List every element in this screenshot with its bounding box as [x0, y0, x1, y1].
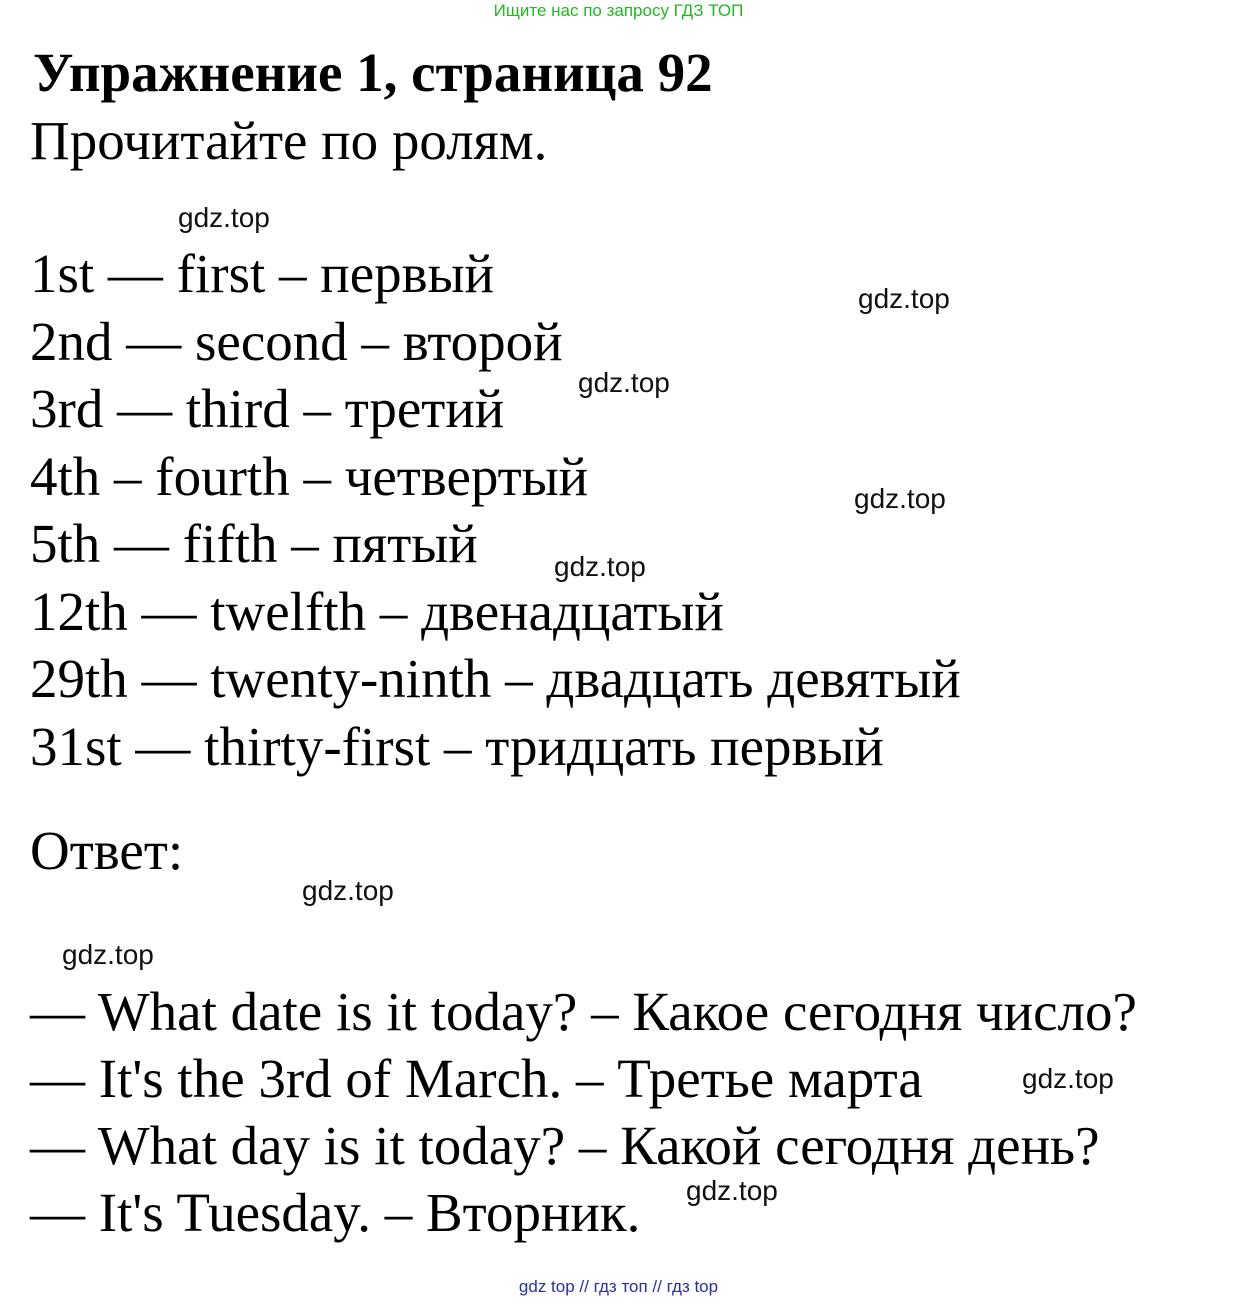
watermark: gdz.top — [578, 367, 670, 398]
dialogue-line: — It's the 3rd of March. – Третье марта — [30, 1048, 923, 1109]
dialogue-line: — What date is it today? – Какое сегодня число? — [30, 981, 1137, 1042]
footer-links: gdz top // гдз топ // гдз top — [518, 1277, 719, 1296]
watermark: gdz.top — [858, 283, 950, 314]
ordinal-line: 3rd — third – третий — [30, 378, 505, 439]
dialogue-list — [30, 978, 1137, 1246]
watermark: gdz.top — [302, 875, 394, 906]
exercise-title: Упражнение 1, страница 92 — [33, 42, 713, 103]
ordinal-line: 1st — first – первый — [30, 243, 494, 304]
ordinals-list — [30, 240, 961, 780]
ordinal-line: 29th — twenty-ninth – двадцать девятый — [30, 648, 961, 709]
watermark: gdz.top — [178, 202, 270, 233]
watermark: gdz.top — [554, 551, 646, 582]
dialogue-line: — What day is it today? – Какой сегодня день? — [30, 1115, 1100, 1176]
exercise-instruction: Прочитайте по ролям. — [30, 110, 548, 171]
dialogue-line: — It's Tuesday. – Вторник. — [30, 1182, 641, 1243]
ordinal-line: 2nd — second – второй — [30, 310, 563, 372]
top-banner: Ищите нас по запросу ГДЗ ТОП — [493, 1, 744, 20]
ordinal-line: 12th — twelfth – двенадцатый — [30, 580, 724, 642]
ordinal-line: 31st — thirty-first – тридцать первый — [30, 715, 884, 777]
watermark: gdz.top — [686, 1175, 778, 1206]
ordinal-line: 4th – fourth – четвертый — [30, 445, 589, 507]
ordinal-line: 5th — fifth – пятый — [30, 513, 478, 574]
watermark: gdz.top — [854, 483, 946, 514]
answer-label: Ответ: — [30, 820, 184, 881]
watermark: gdz.top — [1022, 1063, 1114, 1094]
watermark: gdz.top — [62, 939, 154, 970]
